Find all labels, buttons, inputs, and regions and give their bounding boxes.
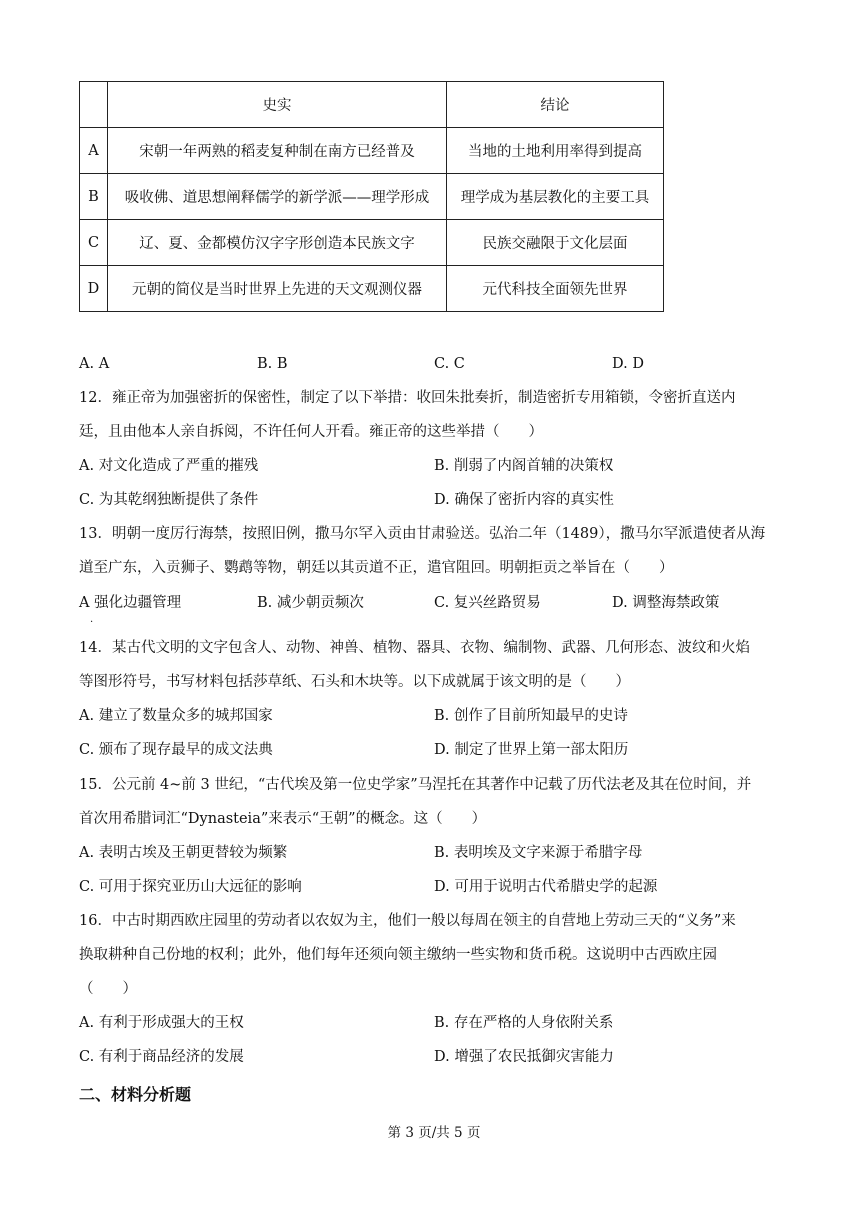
q16-stem-line: （ ） [79, 981, 137, 997]
table-cell: D [80, 266, 108, 312]
table-row [80, 266, 664, 312]
table-row [80, 174, 664, 220]
q14-option-b: B. 创作了目前所知最早的史诗 [434, 708, 628, 724]
table-row [80, 128, 664, 174]
q14-option-d: D. 制定了世界上第一部太阳历 [434, 742, 629, 758]
q14-stem-line: 等图形符号，书写材料包括莎草纸、石头和木块等。以下成就属于该文明的是（ ） [79, 674, 630, 690]
q16-stem-line: 换取耕种自己份地的权利；此外，他们每年还须向领主缴纳一些实物和货币税。这说明中古西欧庄园 [79, 947, 717, 963]
table-cell: 元代科技全面领先世界 [447, 266, 664, 312]
q11-option-d: D. D [612, 356, 644, 372]
q13-stem-line: 13．明朝一度厉行海禁，按照旧例，撒马尔罕入贡由甘肃验送。弘治二年（1489），撒马尔罕派遣使者从海 [79, 526, 766, 542]
q11-option-b: B. B [257, 356, 288, 372]
q12-stem-line: 12．雍正帝为加强密折的保密性，制定了以下举措：收回朱批奏折，制造密折专用箱锁，令密折直送内 [79, 390, 736, 406]
table-cell: C [80, 220, 108, 266]
table-cell: 吸收佛、道思想阐释儒学的新学派——理学形成 [108, 174, 447, 220]
table-header-cell: 史实 [108, 82, 447, 128]
q15-stem-line: 15．公元前 4~前 3 世纪，“古代埃及第一位史学家”马涅托在其著作中记载了历代法老及其在位时间，并 [79, 777, 752, 793]
q16-option-a: A. 有利于形成强大的王权 [79, 1015, 244, 1031]
stray-dot: . [90, 614, 94, 625]
q14-option-c: C. 颁布了现存最早的成文法典 [79, 742, 273, 758]
table-cell: 宋朝一年两熟的稻麦复种制在南方已经普及 [108, 128, 447, 174]
q12-stem-line: 廷，且由他本人亲自拆阅，不许任何人开看。雍正帝的这些举措（ ） [79, 424, 543, 440]
q12-option-a: A. 对文化造成了严重的摧残 [79, 458, 259, 474]
q11-option-c: C. C [434, 356, 465, 372]
q12-option-b: B. 削弱了内阁首辅的决策权 [434, 458, 614, 474]
table-cell: A [80, 128, 108, 174]
table-row [80, 220, 664, 266]
q14-option-a: A. 建立了数量众多的城邦国家 [79, 708, 273, 724]
q12-option-d: D. 确保了密折内容的真实性 [434, 492, 614, 508]
table-cell: B [80, 174, 108, 220]
q13-stem-line: 道至广东，入贡狮子、鹦鹉等物，朝廷以其贡道不正，遣官阻回。明朝拒贡之举旨在（ ） [79, 560, 674, 576]
q15-option-b: B. 表明埃及文字来源于希腊字母 [434, 845, 643, 861]
q11-option-a: A. A [79, 356, 110, 372]
section-title: 二、材料分析题 [79, 1085, 192, 1104]
q13-option-b: B. 减少朝贡频次 [257, 595, 364, 611]
facts-table [79, 81, 664, 312]
q15-option-a: A. 表明古埃及王朝更替较为频繁 [79, 845, 288, 861]
table-cell: 辽、夏、金都模仿汉字字形创造本民族文字 [108, 220, 447, 266]
q14-stem-line: 14．某古代文明的文字包含人、动物、神兽、植物、器具、衣物、编制物、武器、几何形态、波纹和火焰 [79, 640, 750, 656]
table-header-cell: 结论 [447, 82, 664, 128]
table-cell: 元朝的简仪是当时世界上先进的天文观测仪器 [108, 266, 447, 312]
q12-option-c: C. 为其乾纲独断提供了条件 [79, 492, 259, 508]
table-cell: 当地的土地利用率得到提高 [447, 128, 664, 174]
q13-option-d: D. 调整海禁政策 [612, 595, 720, 611]
table-cell: 理学成为基层教化的主要工具 [447, 174, 664, 220]
q15-stem-line: 首次用希腊词汇“Dynasteia”来表示“王朝”的概念。这（ ） [79, 811, 487, 827]
table-header-row [80, 82, 664, 128]
page-footer: 第 3 页/共 5 页 [387, 1125, 481, 1141]
q16-option-d: D. 增强了农民抵御灾害能力 [434, 1049, 614, 1065]
table-header-cell [80, 82, 108, 128]
q13-option-c: C. 复兴丝路贸易 [434, 595, 541, 611]
table-cell: 民族交融限于文化层面 [447, 220, 664, 266]
q16-option-c: C. 有利于商品经济的发展 [79, 1049, 244, 1065]
q16-option-b: B. 存在严格的人身依附关系 [434, 1015, 614, 1031]
q15-option-c: C. 可用于探究亚历山大远征的影响 [79, 879, 302, 895]
q13-option-a: A 强化边疆管理 [79, 595, 182, 611]
q16-stem-line: 16．中古时期西欧庄园里的劳动者以农奴为主，他们一般以每周在领主的自营地上劳动三天的“义务”来 [79, 913, 736, 929]
q15-option-d: D. 可用于说明古代希腊史学的起源 [434, 879, 658, 895]
